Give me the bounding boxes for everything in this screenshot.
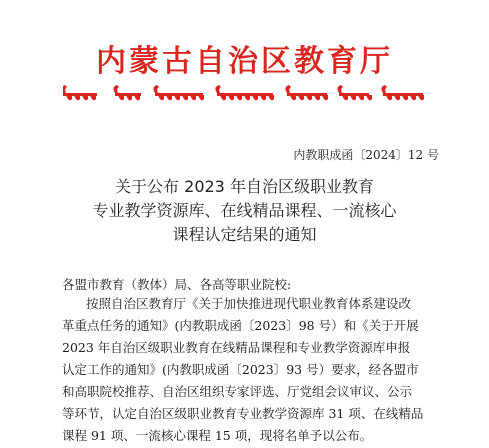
- document-title-line: 专业教学资源库、在线精品课程、一流核心: [92, 201, 397, 220]
- document-number: 内教职成函〔2024〕12 号: [293, 148, 439, 162]
- mongolian-script-icon: [63, 84, 425, 106]
- body-line: 等环节，认定自治区级职业教育专业教学资源库 31 项、在线精品: [62, 406, 424, 421]
- body-paragraph: [62, 293, 442, 447]
- issuer-title: 内蒙古自治区教育厅: [96, 44, 393, 79]
- document-title: [0, 175, 489, 247]
- body-line: 2023 年自治区级职业教育在线精品课程和专业教学资源库申报: [62, 340, 411, 355]
- salutation: 各盟市教育（教体）局、各高等职业院校:: [62, 277, 292, 292]
- document-title-line: 关于公布 2023 年自治区级职业教育: [115, 177, 374, 196]
- body-line: 按照自治区教育厅《关于加快推进现代职业教育体系建设改: [86, 296, 412, 311]
- body-line: 课程 91 项、一流核心课程 15 项，现将名单予以公布。: [62, 428, 373, 443]
- body-line: 认定工作的通知》(内教职成函〔2023〕93 号）要求，经各盟市: [62, 362, 419, 377]
- body-line: 革重点任务的通知》(内教职成函〔2023〕98 号）和《关于开展: [62, 318, 419, 333]
- document-title-line: 课程认定结果的通知: [172, 225, 317, 244]
- body-line: 和高职院校推荐、自治区组织专家评选、厅党组会议审议、公示: [62, 384, 413, 399]
